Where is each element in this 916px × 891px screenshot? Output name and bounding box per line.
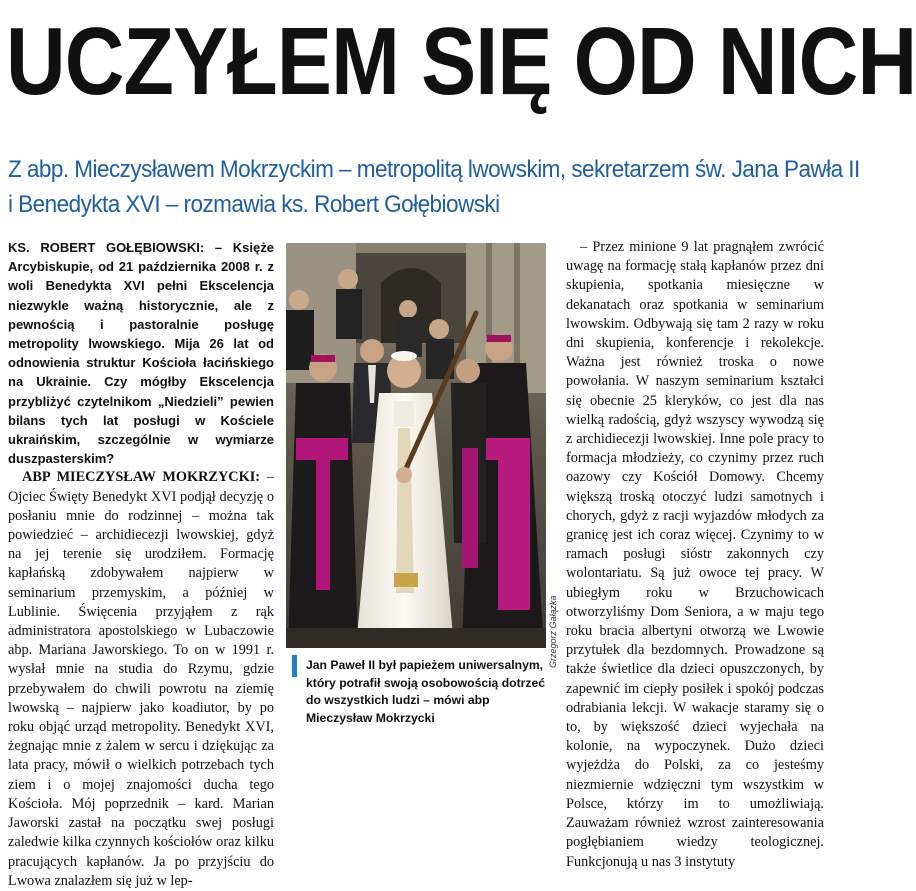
article-photo xyxy=(286,243,546,648)
article-headline: UCZYŁEM SIĘ OD NICH xyxy=(6,8,916,115)
interview-question: KS. ROBERT GOŁĘBIOWSKI: – Księże Arcybiskupie, od 21 października 2008 r. z woli Benedykta XVI pełni Ekscelencja niezwykle ważną historycznie, ale z pewnością i pastoralnie posługę metropolity lwowskiego. Mija 26 lat od odnowienia struktur Kościoła łacińskiego na Ukrainie. Czy mógłby Ekscelencja przybliżyć czytelnikom „Niedzieli” pewien bilans tych lat posługi w Kościele ukraińskim, szczególnie w wymiarze duszpasterskim? xyxy=(8,240,274,467)
photo-caption: Jan Paweł II był papieżem uniwersalnym, który potrafił swoją osobowością dotrzeć do wszystkich ludzi – mówi abp Mieczysław Mokrzycki xyxy=(306,658,546,725)
photo-pope-with-clergy xyxy=(286,243,546,648)
article-subtitle xyxy=(8,152,860,222)
column-left xyxy=(8,238,274,889)
subtitle-line-2: i Benedykta XVI – rozmawia ks. Robert Gołębiowski xyxy=(8,191,500,218)
answer-speaker: ABP MIECZYSŁAW MOKRZYCKI: xyxy=(22,469,261,486)
photo-credit: Grzegorz Gałązka xyxy=(548,595,558,668)
interview-answer xyxy=(8,468,274,890)
subtitle-line-1: Z abp. Mieczysławem Mokrzyckim – metropolitą lwowskim, sekretarzem św. Jana Pawła II xyxy=(8,156,860,183)
interview-answer-continued: – Przez minione 9 lat pragnąłem zwrócić uwagę na formację stałą kapłanów przez dni skupienia, spotkania miesięczne w dekanatach oraz spotkania w seminarium lwowskim. Odbywają się tam 2 razy w roku dni skupienia, konferencje i rekolekcje. Ważna jest również troska o nowe powołania. W naszym seminarium kształci się obecnie 25 kleryków, co jest dla nas wielką radością, gdyż wszyscy wywodzą się z archidiecezji lwowskiej. Inne pole pracy to formacja młodzieży, co czynimy przez ruch oazowy czy Kościół Domowy. Chcemy większą troską otoczyć ludzi samotnych i chorych, gdyż z racji wyjazdów młodych za granicę jest ich coraz więcej. Czynimy to w ramach posługi sióstr zakonnych czy wolontariatu. Są już owoce tej pracy. W ubiegłym roku w Brzuchowicach otworzyliśmy Dom Seniora, a w maju tego roku bracia albertyni otworzą we Lwowie przytułek dla bezdomnych. Prowadzone są także świetlice dla dzieci opuszczonych, by zapewnić im ciepły posiłek i spokój podczas odrabiania lekcji. W wakacje staramy się o to, by większość dzieci wyjechała na kolonie, na wypoczynek. Dużo dzieci wyjeżdża do Polski, za co jesteśmy niezmiernie wdzięczni tym wszystkim w Polsce, którzy im to umożliwiają. Zauważam również wzrost zainteresowania pogłębianiem wiedzy teologicznej. Funkcjonują u nas 3 instytuty xyxy=(566,239,824,870)
caption-accent-bar xyxy=(292,655,297,677)
column-right xyxy=(566,238,824,870)
answer-text: – Ojciec Święty Benedykt XVI podjął decyzję o posłaniu mnie do rodzinnej – można tak powiedzieć – archidiecezji lwowskiej, gdyż na jej terenie się urodziłem. Formację kapłańską zdobywałem najpierw w seminarium przemyskim, a później w Lublinie. Święcenia przyjąłem z rąk administratora apostolskiego w Lubaczowie abp. Mariana Jaworskiego. To on w 1991 r. wysłał mnie na studia do Rzymu, gdzie przebywałem do chwili powrotu na ziemię lwowską – najpierw jako koadiutor, by po roku objąć urząd metropolity. Benedykt XVI, żegnając mnie z żalem w sercu i dziękując za lata pracy, mówił o wielkich potrzebach tych ziem i o mojej znajomości ducha tego Kościoła. Mój poprzednik – kard. Marian Jaworski zastał na początku swej posługi zaledwie kilka czynnych kościołów oraz kilku pracujących kapłanów. Ja po przyjściu do Lwowa znalazłem się już w lep- xyxy=(8,469,274,889)
